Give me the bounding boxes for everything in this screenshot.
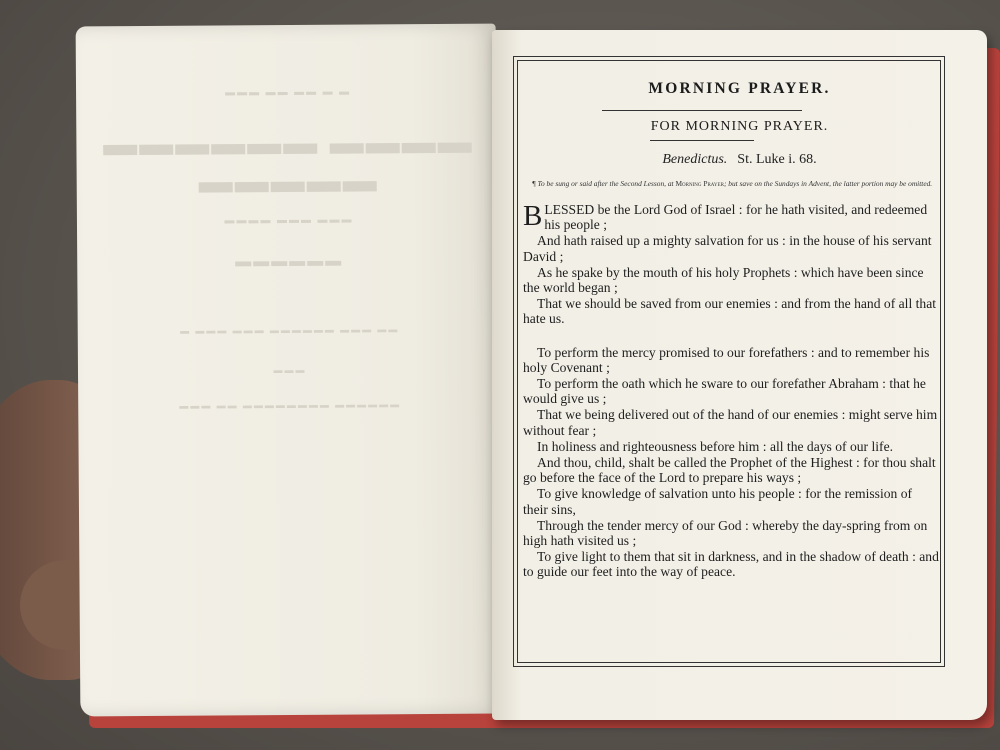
verse: That we should be saved from our enemies : and from the hand of all that hate us. [523, 296, 937, 327]
drop-cap: B [523, 200, 543, 232]
right-page [492, 30, 987, 720]
verse: Through the tender mercy of our God : whereby the day-spring from on high hath visited us ; [523, 517, 928, 549]
show-through-text: ▬ ▬ ▬▬ ▬▬ ▬▬▬ [223, 86, 350, 99]
show-through-text: ▬▬▬ ▬▬▬ ▬▬▬▬ [222, 214, 352, 227]
left-page [76, 24, 501, 717]
verse: To perform the oath which he sware to our forefather Abraham : that he would give us ; [523, 376, 926, 407]
verse: And thou, child, shalt be called the Prophet of the Highest : for thou shalt go before the face of the Lord to prepare his ways ; [523, 455, 936, 486]
show-through-text: ▬▬▬▬▬▬ [233, 252, 342, 271]
verse: To give light to them that sit in darkness, and in the shadow of death : and to guide our feet into the way of peace. [523, 549, 939, 580]
verse: As he spake by the mouth of his holy Prophets : which have been since the world began ; [523, 264, 924, 296]
canticle-text [523, 202, 939, 581]
verse: To perform the mercy promised to our forefathers : and to remember his holy Covenant ; [523, 344, 930, 375]
verse: In holiness and righteousness before him : all the days of our life. [537, 438, 893, 454]
verse: To give knowledge of salvation unto his people : for the remission of their sins, [523, 486, 913, 517]
rubric [522, 179, 942, 189]
verse: That we being delivered out of the hand of our enemies : might serve him without fear ; [523, 407, 938, 438]
section-title: FOR MORNING PRAYER. [650, 119, 829, 134]
rule [602, 110, 802, 111]
rule [650, 140, 754, 141]
rubric-small-caps: Morning Prayer [675, 179, 724, 188]
show-through-text: ▬▬ ▬▬▬ ▬▬▬▬▬▬ ▬▬▬ ▬▬▬ ▬ [178, 324, 398, 336]
show-through-text: ▬▬▬ [271, 364, 305, 376]
canticle-heading [492, 152, 987, 168]
canticle-reference: St. Luke i. 68. [737, 152, 817, 167]
show-through-text: ▬▬▬▬ ▬▬▬▬▬▬ ▬▬▬▬▬ [101, 123, 472, 201]
running-head: MORNING PRAYER. [648, 80, 831, 97]
canticle-name: Benedictus. [662, 152, 728, 167]
rubric-text: ¶ To be sung or said after the Second Lesson, at [531, 179, 674, 188]
verse: BLESSED be the Lord God of Israel : for he hath visited, and redeemed his people ; [523, 200, 928, 233]
show-through-text: ▬▬▬▬▬▬ ▬▬▬▬▬▬▬▬ ▬▬ ▬▬▬ [177, 399, 400, 411]
rubric-text: ; but save on the Sundays in Advent, the latter portion may be omitted. [723, 179, 933, 188]
verse: And hath raised up a mighty salvation for us : in the house of his servant David ; [523, 233, 932, 264]
